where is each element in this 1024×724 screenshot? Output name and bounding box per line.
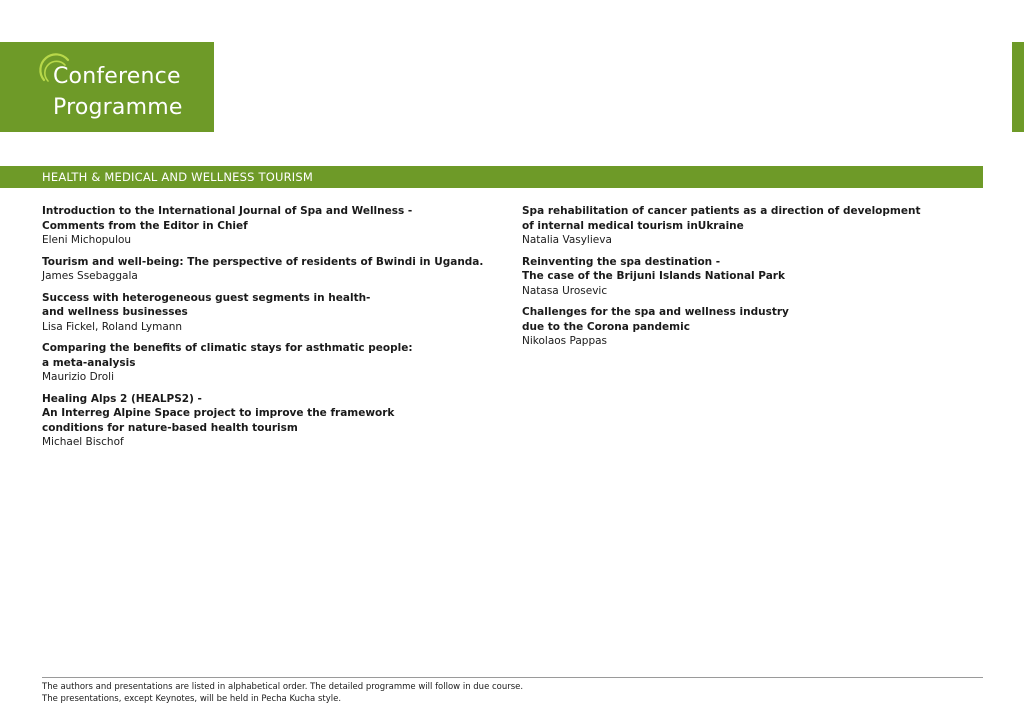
entry-title-line: The case of the Brijuni Islands National Park (522, 270, 785, 282)
entry-title-line: Comparing the benefits of climatic stays for asthmatic people: (42, 342, 413, 354)
footer-divider (42, 677, 983, 678)
page-edge-tab (1012, 42, 1024, 132)
entry-author: Lisa Fickel, Roland Lymann (42, 320, 183, 333)
entry-title-line: Spa rehabilitation of cancer patients as a direction of development (522, 205, 921, 217)
entry-title-line: conditions for nature-based health tourism (42, 421, 298, 434)
section-title: HEALTH & MEDICAL AND WELLNESS TOURISM (42, 170, 314, 184)
entry-title-line: due to the Corona pandemic (522, 320, 690, 333)
entry-title-line: An Interreg Alpine Space project to improve the framework (42, 407, 395, 419)
entry-title-line: Success with heterogeneous guest segments in health- (42, 291, 371, 304)
programme-entry (522, 204, 962, 248)
entry-title-line: a meta-analysis (42, 356, 136, 369)
conference-programme-logo (0, 42, 214, 132)
entry-author: Nikolaos Pappas (522, 335, 608, 347)
section-header-bar (0, 166, 983, 188)
entry-title-line: Comments from the Editor in Chief (42, 219, 248, 232)
entry-title-line: Healing Alps 2 (HEALPS2) - (42, 392, 202, 405)
footer-notes (42, 681, 983, 705)
footer-note-line-2: The presentations, except Keynotes, will be held in Pecha Kucha style. (42, 694, 342, 704)
entry-author: Eleni Michopulou (42, 234, 132, 246)
logo-title-line-1: Conference (53, 64, 181, 89)
entry-title-line: of internal medical tourism inUkraine (522, 219, 744, 232)
programme-entry (42, 341, 482, 385)
entry-author: Maurizio Droli (42, 371, 115, 383)
programme-entry (522, 305, 962, 349)
entry-author: Natasa Urosevic (522, 284, 608, 297)
entry-title-line: Introduction to the International Journal of Spa and Wellness - (42, 205, 413, 217)
programme-entry (42, 255, 482, 284)
logo-title-line-2: Programme (53, 95, 183, 120)
left-programme-column (42, 204, 482, 457)
entry-title-line: Challenges for the spa and wellness industry (522, 306, 789, 318)
entry-author: Natalia Vasylieva (522, 234, 612, 246)
entry-author: James Ssebaggala (42, 270, 138, 282)
right-programme-column (522, 204, 962, 356)
programme-entry (42, 204, 482, 248)
programme-entry (42, 392, 482, 450)
entry-title-line: and wellness businesses (42, 306, 188, 318)
entry-title-line: Tourism and well-being: The perspective of residents of Bwindi in Uganda. (42, 255, 484, 268)
programme-entry (42, 291, 482, 335)
footer-note-line-1: The authors and presentations are listed in alphabetical order. The detailed programme will follow in due course. (42, 682, 524, 692)
entry-author: Michael Bischof (42, 436, 124, 448)
programme-entry (522, 255, 962, 299)
entry-title-line: Reinventing the spa destination - (522, 255, 721, 268)
